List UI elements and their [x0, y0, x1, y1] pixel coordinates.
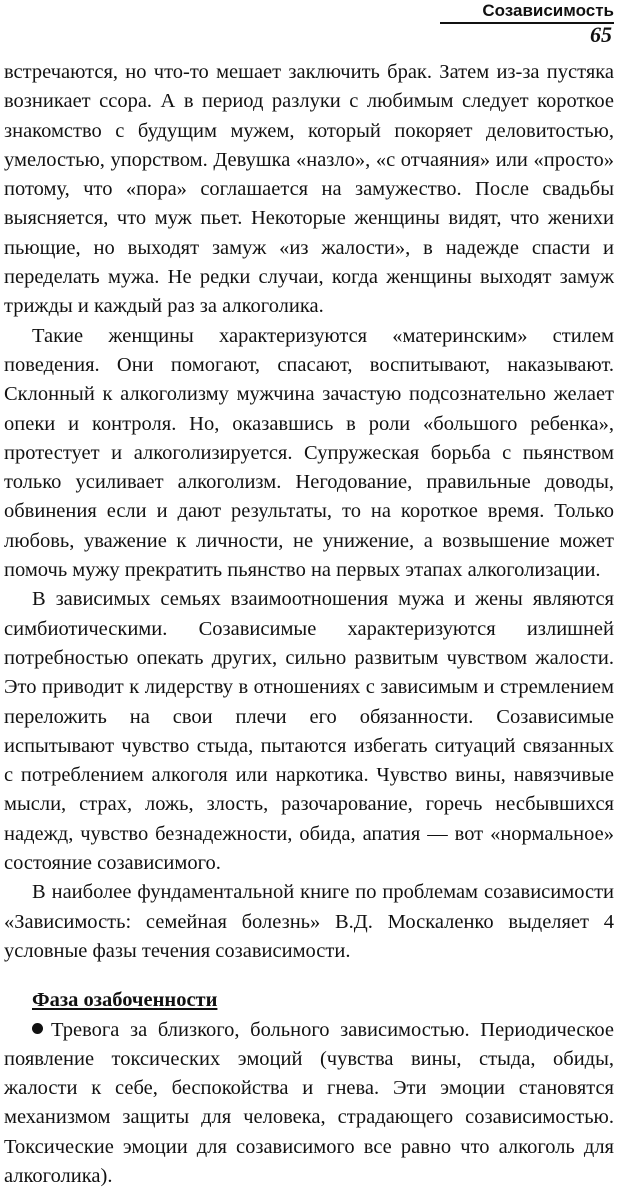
- bullet-text: Тревога за близкого, больного зависимостью. Периодическое появление токсических эмоций (чувства вины, стыда, обиды, жалости к себе, беспокойства и гнева. Эти эмоции становятся механизмом защиты для человека, страдающего созависимостью. Токсические эмоции для созависимого все равно что алкоголь для алкоголика).: [4, 1019, 614, 1187]
- paragraph-1: встречаются, но что-то мешает заключить брак. Затем из-за пустяка возникает ссора. А в период разлуки с любимым следует короткое знакомство с будущим мужем, который покоряет деловитостью, умелостью, упорством. Девушка «назло», «с отчаяния» или «просто» потому, что «пора» соглашается на замужество. После свадьбы выясняется, что муж пьет. Некоторые женщины видят, что женихи пьющие, но выходят замуж «из жалости», в надежде спасти и переделать мужа. Не редки случаи, когда женщины выходят замуж трижды и каждый раз за алкоголика.: [4, 58, 614, 322]
- running-header: Созависимость: [440, 0, 614, 24]
- paragraph-2: Такие женщины характеризуются «материнским» стилем поведения. Они помогают, спасают, воспитывают, наказывают. Склонный к алкоголизму мужчина зачастую подсознательно желает опеки и контроля. Но, оказавшись в роли «большого ребенка», протестует и алкоголизируется. Супружеская борьба с пьянством только усиливает алкоголизм. Негодование, правильные доводы, обвинения если и дают результаты, то на короткое время. Только любовь, уважение к личности, не унижение, а возвышение может помочь мужу прекратить пьянство на первых этапах алкоголизации.: [4, 322, 614, 586]
- bullet-icon: [32, 1023, 43, 1034]
- bullet-paragraph: [4, 1016, 614, 1191]
- paragraph-4: В наиболее фундаментальной книге по проблемам созависимости «Зависимость: семейная болезнь» В.Д. Москаленко выделяет 4 условные фазы течения созависимости.: [4, 878, 614, 966]
- section-heading: Фаза озабоченности: [32, 986, 614, 1015]
- paragraph-3: В зависимых семьях взаимоотношения мужа и жены являются симбиотическими. Созависимые характеризуются излишней потребностью опекать других, сильно развитым чувством жалости. Это приводит к лидерству в отношениях с зависимым и стремлением переложить на свои плечи его обязанности. Созависимые испытывают чувство стыда, пытаются избегать ситуаций связанных с потреблением алкоголя или наркотика. Чувство вины, навязчивые мысли, страх, ложь, злость, разочарование, горечь несбывшихся надежд, чувство безнадежности, обида, апатия — вот «нормальное» состояние созависимого.: [4, 585, 614, 878]
- body-text: [4, 58, 614, 1191]
- page-number: 65: [590, 22, 612, 48]
